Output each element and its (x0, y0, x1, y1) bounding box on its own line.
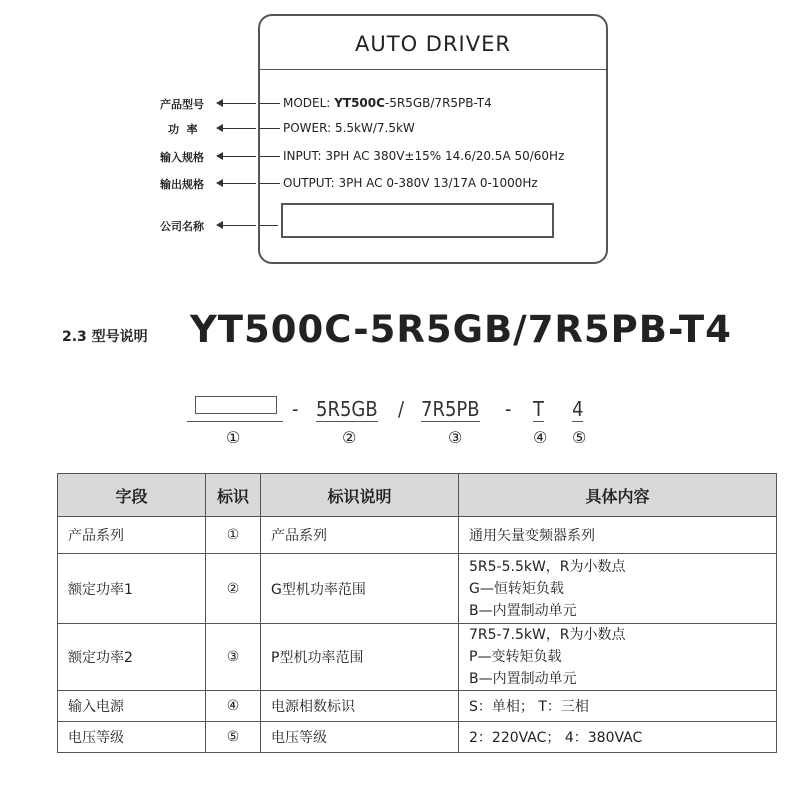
cell-desc: G型机功率范围 (261, 554, 459, 624)
cell-content (459, 554, 777, 624)
marker-3: ③ (448, 428, 463, 447)
table-row (58, 691, 777, 722)
separator: / (398, 397, 405, 421)
cell-field: 额定功率1 (58, 554, 206, 624)
model-spec (283, 96, 492, 110)
company-name-box (281, 203, 554, 238)
marker-2: ② (342, 428, 357, 447)
cell-desc: P型机功率范围 (261, 624, 459, 691)
marker-5: ⑤ (572, 428, 587, 447)
cell-content: 通用矢量变频器系列 (459, 517, 777, 554)
separator: - (292, 397, 299, 421)
code-part-g: 5R5GB (316, 397, 378, 421)
label-company: 公司名称 (160, 220, 204, 233)
divider (260, 69, 606, 70)
cell-field: 额定功率2 (58, 624, 206, 691)
nameplate-title: AUTO DRIVER (355, 32, 511, 56)
table-header (58, 474, 777, 517)
code-part-p: 7R5PB (421, 397, 480, 421)
content-line: 7R5-7.5kW，R为小数点 (469, 627, 626, 643)
content-line: B—内置制动单元 (469, 602, 577, 619)
separator: - (505, 397, 512, 421)
label-power: 功 率 (168, 123, 198, 136)
content-line: P—变转矩负载 (469, 649, 562, 665)
table-row (58, 624, 777, 691)
cell-content: S：单相； T：三相 (459, 691, 777, 722)
header-desc: 标识说明 (261, 474, 459, 517)
code-part-phase: T (533, 397, 544, 421)
cell-desc: 电压等级 (261, 722, 459, 753)
cell-field: 电压等级 (58, 722, 206, 753)
cell-desc: 产品系列 (261, 517, 459, 554)
leader-line (260, 128, 280, 129)
cell-content: 2：220VAC； 4：380VAC (459, 722, 777, 753)
table-row (58, 517, 777, 554)
marker-4: ④ (533, 428, 548, 447)
label-model: 产品型号 (160, 98, 204, 111)
model-rest: -5R5GB/7R5PB-T4 (384, 96, 492, 110)
model-table (57, 473, 777, 753)
cell-mark: ④ (206, 691, 261, 722)
underline (187, 421, 283, 422)
cell-mark: ② (206, 554, 261, 624)
cell-desc: 电源相数标识 (261, 691, 459, 722)
cell-field: 产品系列 (58, 517, 206, 554)
table-row (58, 554, 777, 624)
arrow-icon (220, 156, 256, 157)
label-input: 输入规格 (160, 151, 204, 164)
cell-mark: ⑤ (206, 722, 261, 753)
leader-line (260, 225, 278, 226)
model-title: YT500C-5R5GB/7R5PB-T4 (190, 308, 732, 351)
model-series: YT500C (334, 96, 385, 110)
section-title: 2.3 型号说明 (62, 329, 148, 345)
cell-content (459, 624, 777, 691)
input-spec: INPUT: 3PH AC 380V±15% 14.6/20.5A 50/60Hz (283, 149, 565, 163)
header-content: 具体内容 (459, 474, 777, 517)
arrow-icon (220, 183, 256, 184)
cell-mark: ③ (206, 624, 261, 691)
marker-1: ① (226, 428, 241, 447)
leader-line (260, 183, 280, 184)
label-output: 输出规格 (160, 178, 204, 191)
series-placeholder-box (195, 396, 277, 414)
output-spec: OUTPUT: 3PH AC 0-380V 13/17A 0-1000Hz (283, 176, 538, 190)
arrow-icon (220, 128, 256, 129)
arrow-icon (220, 225, 256, 226)
leader-line (260, 103, 280, 104)
leader-line (260, 156, 280, 157)
content-line: 5R5-5.5kW，R为小数点 (469, 558, 626, 575)
code-part-voltage: 4 (572, 397, 584, 421)
content-line: B—内置制动单元 (469, 671, 577, 687)
header-mark: 标识 (206, 474, 261, 517)
power-spec: POWER: 5.5kW/7.5kW (283, 121, 415, 135)
header-field: 字段 (58, 474, 206, 517)
cell-field: 输入电源 (58, 691, 206, 722)
content-line: G—恒转矩负载 (469, 580, 564, 597)
model-prefix: MODEL: (283, 96, 331, 110)
cell-mark: ① (206, 517, 261, 554)
arrow-icon (220, 103, 256, 104)
table-row (58, 722, 777, 753)
